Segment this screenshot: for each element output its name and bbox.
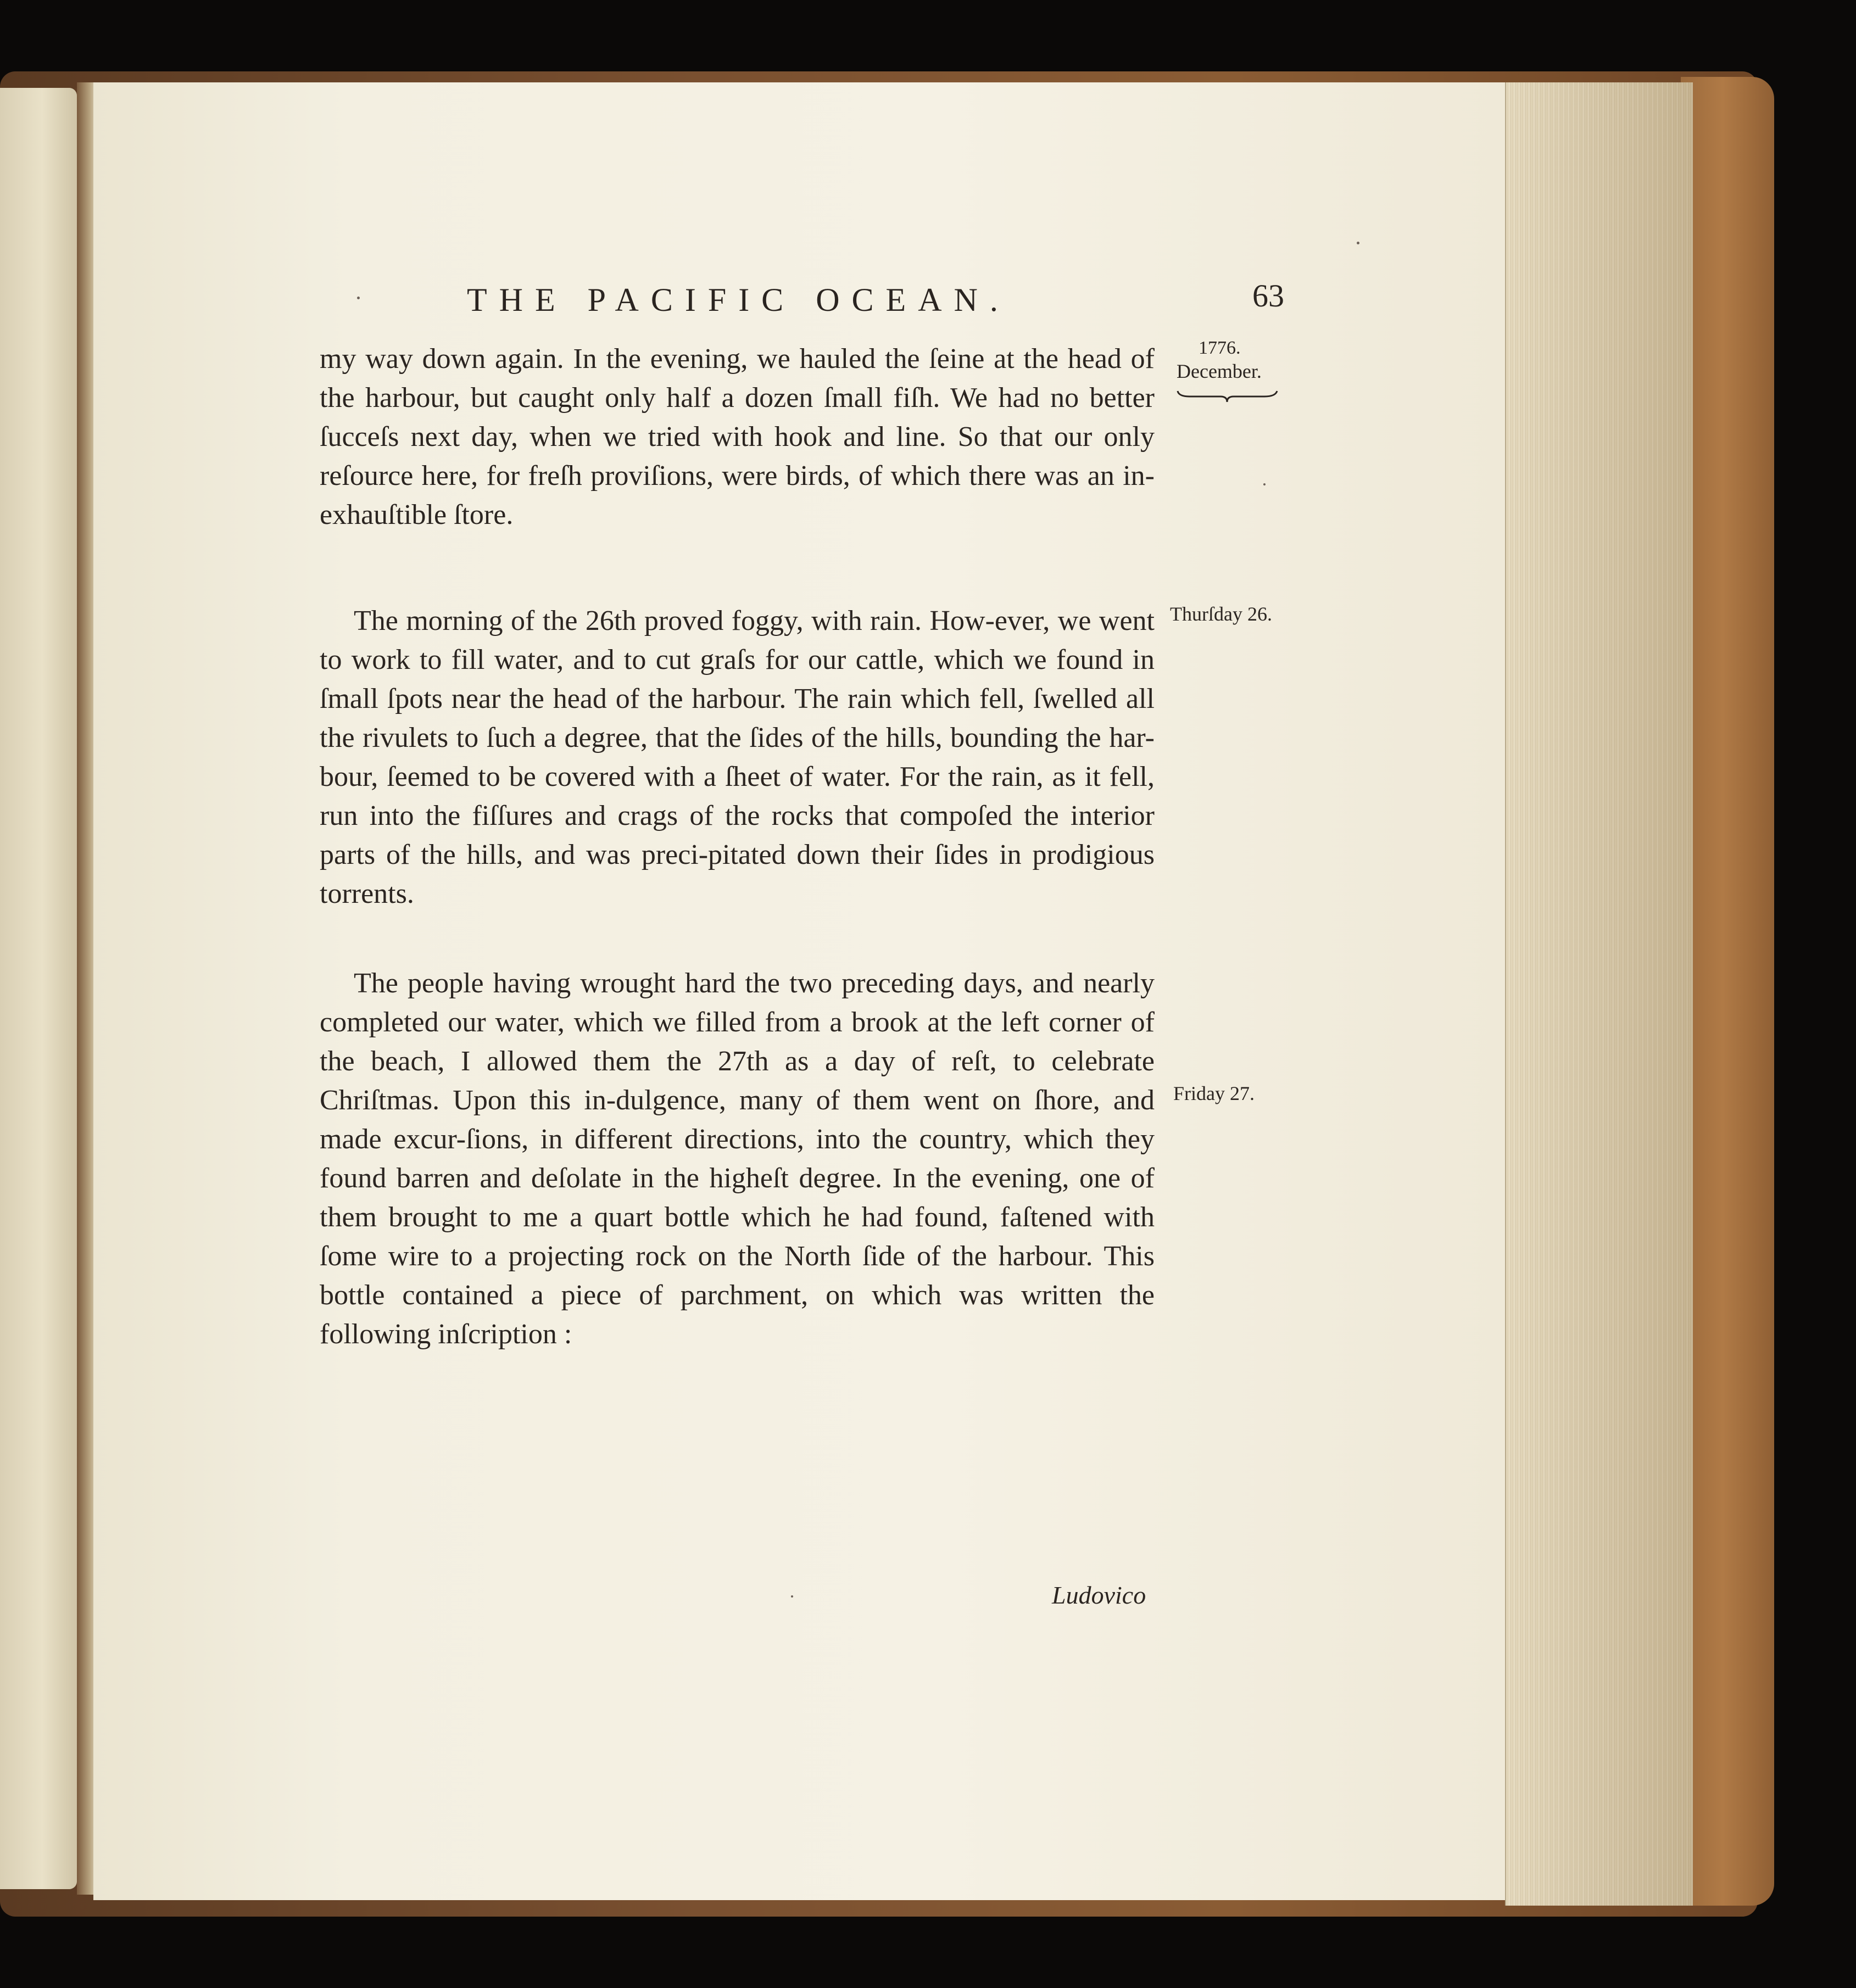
paper-speck — [1357, 242, 1359, 244]
margin-note-year: 1776. — [1199, 338, 1241, 358]
paragraph-text: The morning of the 26th proved foggy, with rain. How-ever, we went to work to fill water, and to cut graſs for our cattle, which we found in ſmall ſpots near the head of the harbour. The rain which fell, ſwelled all the rivulets to ſuch a degree, that the ſides of the hills, bounding the har-bour, ſeemed to be covered with a ſheet of water. For the rain, as it fell, run into the fiſſures and crags of the rocks that compoſed the interior parts of the hills, and was preci-pitated down their ſides in prodigious torrents. — [320, 605, 1155, 909]
paragraph-text: my way down again. In the evening, we hauled the ſeine at the head of the harbour, but caught only half a dozen ſmall fiſh. We had no better ſucceſs next day, when we tried with hook and line. So that our only reſource here, for freſh proviſions, were birds, of which there was an in-exhauſtible ſtore. — [320, 343, 1155, 530]
brace-ornament — [1177, 389, 1278, 403]
page-block-edge — [1505, 82, 1693, 1906]
page-number: 63 — [1252, 278, 1284, 314]
margin-note-month: December. — [1177, 360, 1262, 382]
margin-note-thursday: Thurſday 26. — [1170, 603, 1272, 625]
paper-speck — [1263, 483, 1266, 485]
margin-note-friday: Friday 27. — [1173, 1082, 1255, 1104]
catchword: Ludovico — [1052, 1581, 1146, 1609]
paragraph-text: The people having wrought hard the two preceding days, and nearly completed our water, which we filled from a brook at the left corner of the beach, I allowed them the 27th as a day of reſt, to celebrate Chriſtmas. Upon this in-dulgence, many of them went on ſhore, and made excur-ſions, in different directions, into the country, which they found barren and deſolate in the higheſt degree. In the evening, one of them brought to me a quart bottle which he had found, faſtened with ſome wire to a projecting rock on the North ſide of the harbour. This bottle contained a piece of parchment, on which was written the following inſcription : — [320, 968, 1155, 1350]
paragraph-3 — [320, 964, 1155, 1354]
running-head: THE PACIFIC OCEAN. — [467, 282, 1010, 318]
left-page — [0, 88, 77, 1889]
paper-speck — [791, 1595, 793, 1598]
paragraph-2 — [320, 601, 1155, 913]
paragraph-1 — [320, 339, 1155, 534]
paper-speck — [357, 297, 360, 299]
book-cover-edge — [1681, 77, 1774, 1906]
